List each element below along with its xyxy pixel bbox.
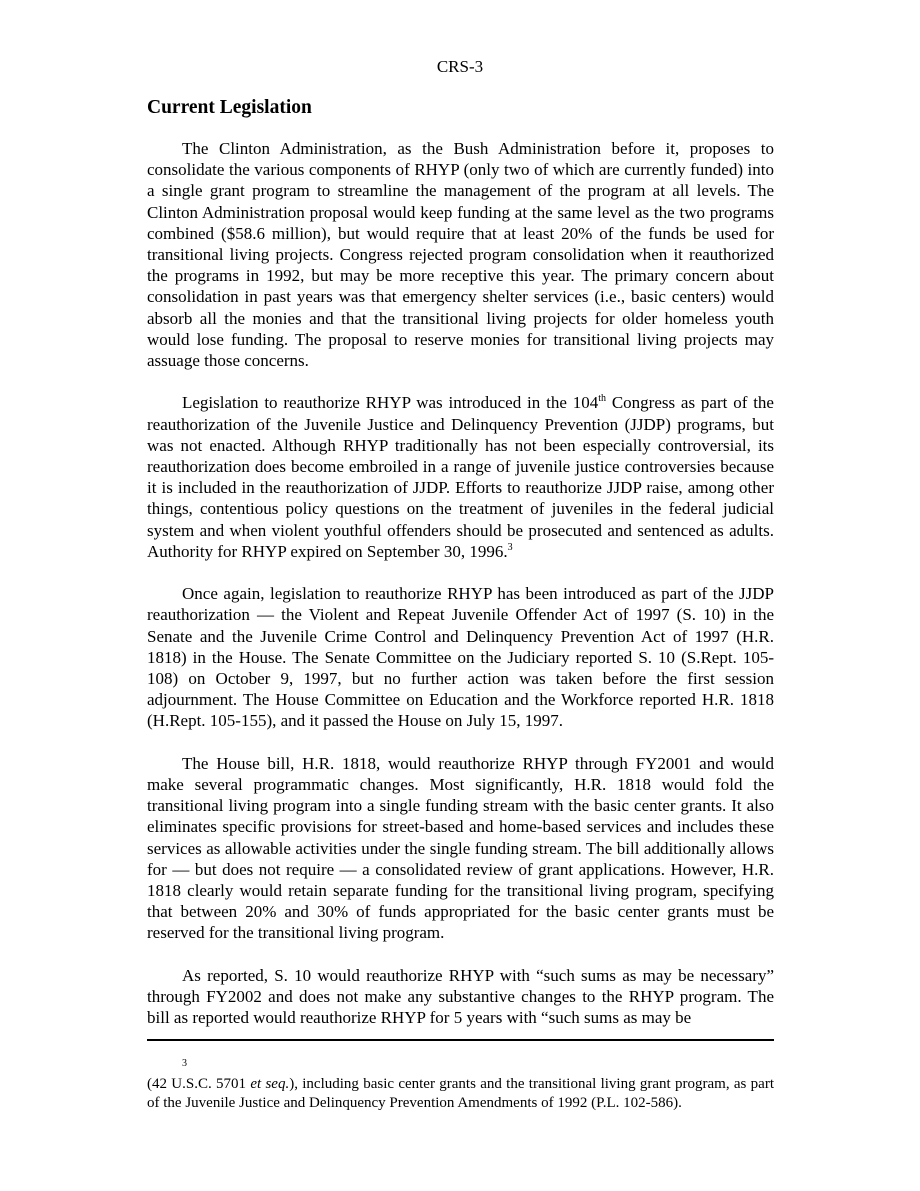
footnote-marker: 3 xyxy=(182,1058,187,1069)
paragraph-jjdp-reauthorization: Once again, legislation to reauthorize RHYP has been introduced as part of the JJDP reauthorization — the Violent and Repeat Juvenile Offender Act of 1997 (S. 10) in the Senate and the Juvenile Crime Control and Delinquency Prevention Act of 1997 (H.R. 1818) in the House. The Senate Committee on the Judiciary reported S. 10 (S.Rept. 105-108) on October 9, 1997, but no further action was taken before the first session adjournment. The House Committee on Education and the Workforce reported H.R. 1818 (H.Rept. 105-155), and it passed the House on July 15, 1997. xyxy=(147,584,774,731)
paragraph-house-bill: The House bill, H.R. 1818, would reauthorize RHYP through FY2001 and would make several programmatic changes. Most significantly, H.R. 1818 would fold the transitional living program into a single funding stream with the basic center grants. It also eliminates specific provisions for street-based and home-based services and includes these services as allowable activities under the single funding stream. The bill additionally allows for — but does not require — a consolidated review of grant applications. However, H.R. 1818 clearly would retain separate funding for the transitional living program, specifying that between 20% and 30% of funds appropriated for the basic center grants must be reserved for the transitional living program. xyxy=(147,753,774,943)
footnote-latin-term: et seq. xyxy=(250,1076,290,1092)
page-number-header: CRS-3 xyxy=(436,57,484,76)
footnote-text-part: (42 U.S.C. 5701 xyxy=(147,1076,251,1092)
paragraph-104th-congress xyxy=(147,392,774,562)
paragraph-text: Congress as part of the reauthorization of the Juvenile Justice and Delinquency Prevention (JJDP) programs, but was not enacted. Although RHYP traditionally has not been especially controversial, its reauthorization does become embroiled in a range of juvenile justice controversies because it is included in the reauthorization of JJDP. Efforts to reauthorize JJDP raise, among other things, contentious policy questions on the treatment of juveniles in the federal judicial system and when violent youthful offenders should be prosecuted and sentenced as adults. Authority for RHYP expired on September 30, 1996. xyxy=(147,393,774,561)
footnote-reference[interactable]: 3 xyxy=(507,541,513,553)
paragraph-text: Legislation to reauthorize RHYP was introduced in the 104 xyxy=(182,393,599,413)
footnote-divider xyxy=(147,1039,774,1041)
ordinal-superscript: th xyxy=(598,393,606,405)
body-text xyxy=(147,138,774,1028)
footnote-text xyxy=(147,1075,774,1112)
paragraph-senate-bill: As reported, S. 10 would reauthorize RHYP with “such sums as may be necessary” through FY2002 and does not make any substantive changes to the RHYP program. The bill as reported would reauthorize RHYP for 5 years with “such sums as may be xyxy=(147,965,774,1028)
footnote-text-part: ), including basic center grants and the transitional living grant program, as part of the Juvenile Justice and Delinquency Prevention Amendments of 1992 (P.L. 102-586). xyxy=(147,1076,774,1111)
section-heading: Current Legislation xyxy=(147,97,312,118)
paragraph-consolidation: The Clinton Administration, as the Bush Administration before it, proposes to consolidate the various components of RHYP (only two of which are currently funded) into a single grant program to streamline the management of the program at all levels. The Clinton Administration proposal would keep funding at the same level as the two programs combined ($58.6 million), but would require that at least 20% of the funds be used for transitional living projects. Congress rejected program consolidation when it reauthorized the programs in 1992, but may be more receptive this year. The primary concern about consolidation in past years was that emergency shelter services (i.e., basic centers) would absorb all the monies and that the transitional living projects for older homeless youth would lose funding. The proposal to reserve monies for transitional living projects may assuage those concerns. xyxy=(147,139,774,371)
